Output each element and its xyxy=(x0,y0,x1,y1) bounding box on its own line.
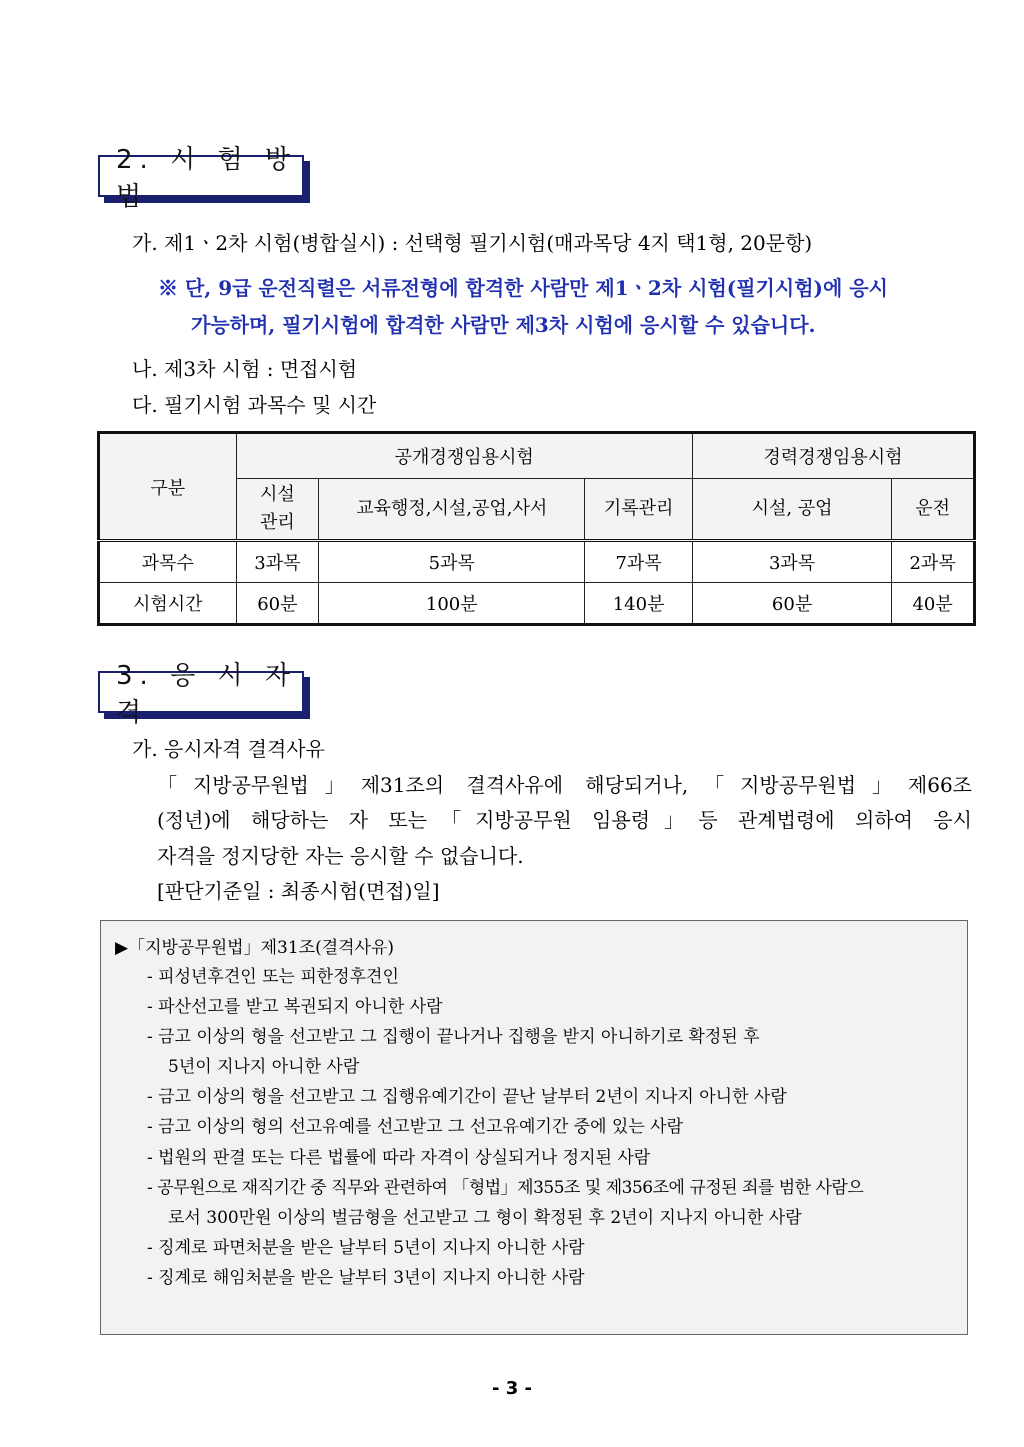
exam-method-item-na: 나. 제3차 시험 : 면접시험 xyxy=(132,357,358,381)
table-row xyxy=(99,541,975,583)
sub-header-driving: 운전 xyxy=(892,479,975,541)
sub-header-facility-mgmt-text: 시설 관리 xyxy=(259,484,295,533)
table-cell: 140분 xyxy=(585,583,693,625)
page-number: - 3 - xyxy=(492,1378,532,1399)
group-header-open: 공개경쟁임용시험 xyxy=(236,433,692,479)
list-item: - 공무원으로 재직기간 중 직무와 관련하여 「형법」제355조 및 제356조에 규정된 죄를 범한 사람으 xyxy=(147,1178,864,1198)
exam-method-item-ga: 가. 제1ㆍ2차 시험(병합실시) : 선택형 필기시험(매과목당 4지 택1형, 20문항) xyxy=(132,231,813,255)
driver-note-line-2: 가능하며, 필기시험에 합격한 사람만 제3차 시험에 응시할 수 있습니다. xyxy=(191,313,816,337)
list-item: - 금고 이상의 형의 선고유예를 선고받고 그 선고유예기간 중에 있는 사람 xyxy=(147,1117,684,1137)
sub-header-facility-industry: 시설, 공업 xyxy=(692,479,891,541)
table-cell: 60분 xyxy=(692,583,891,625)
sub-header-records: 기록관리 xyxy=(585,479,693,541)
list-item: - 금고 이상의 형을 선고받고 그 집행유예기간이 끝난 날부터 2년이 지나지 아니한 사람 xyxy=(147,1087,787,1107)
list-item: 로서 300만원 이상의 벌금형을 선고받고 그 형이 확정된 후 2년이 지나지 아니한 사람 xyxy=(168,1208,802,1228)
group-header-career: 경력경쟁임용시험 xyxy=(692,433,974,479)
list-item: - 법원의 판결 또는 다른 법률에 따라 자격이 상실되거나 정지된 사람 xyxy=(147,1148,651,1168)
table-row xyxy=(99,583,975,625)
table-cell: 3과목 xyxy=(236,541,319,583)
table-cell: 3과목 xyxy=(692,541,891,583)
sub-header-facility-mgmt xyxy=(236,479,319,541)
table-cell: 2과목 xyxy=(892,541,975,583)
list-item: - 징계로 해임처분을 받은 날부터 3년이 지나지 아니한 사람 xyxy=(147,1268,585,1288)
disqualification-box xyxy=(100,920,968,1335)
exam-method-item-da: 다. 필기시험 과목수 및 시간 xyxy=(132,393,377,417)
row-label-subjects: 과목수 xyxy=(99,541,237,583)
col-header-gubun: 구분 xyxy=(99,433,237,541)
list-item: - 금고 이상의 형을 선고받고 그 집행이 끝나거나 집행을 받지 아니하기로 확정된 후 xyxy=(147,1027,760,1047)
row-label-time: 시험시간 xyxy=(99,583,237,625)
eligibility-para-line-4: [판단기준일 : 최종시험(면접)일] xyxy=(157,879,440,903)
list-item: - 징계로 파면처분을 받은 날부터 5년이 지나지 아니한 사람 xyxy=(147,1238,585,1258)
list-item: 5년이 지나지 아니한 사람 xyxy=(168,1057,360,1077)
table-cell: 40분 xyxy=(892,583,975,625)
driver-note-line-1: ※ 단, 9급 운전직렬은 서류전형에 합격한 사람만 제1ㆍ2차 시험(필기시험)에 응시 xyxy=(158,276,888,300)
table-cell: 7과목 xyxy=(585,541,693,583)
table-cell: 5과목 xyxy=(319,541,585,583)
section-2-heading: 2. 시 험 방 법 xyxy=(98,155,304,197)
eligibility-item-ga: 가. 응시자격 결격사유 xyxy=(132,737,325,761)
table-cell: 60분 xyxy=(236,583,319,625)
list-item: - 파산선고를 받고 복권되지 아니한 사람 xyxy=(147,997,443,1017)
section-3-heading: 3. 응 시 자 격 xyxy=(98,671,304,713)
sub-header-edu-admin: 교육행정,시설,공업,사서 xyxy=(319,479,585,541)
list-item: - 피성년후견인 또는 피한정후견인 xyxy=(147,967,399,987)
table-cell: 100분 xyxy=(319,583,585,625)
eligibility-para-line-3: 자격을 정지당한 자는 응시할 수 없습니다. xyxy=(157,844,524,868)
disqualification-title: ▶「지방공무원법」제31조(결격사유) xyxy=(115,938,395,958)
eligibility-para-line-1: 「지방공무원법」제31조의 결격사유에 해당되거나,「지방공무원법」제66조 xyxy=(157,773,972,797)
eligibility-para-line-2: (정년)에 해당하는 자 또는「지방공무원 임용령」등 관계법령에 의하여 응시 xyxy=(157,808,972,832)
exam-subjects-table xyxy=(97,431,976,626)
